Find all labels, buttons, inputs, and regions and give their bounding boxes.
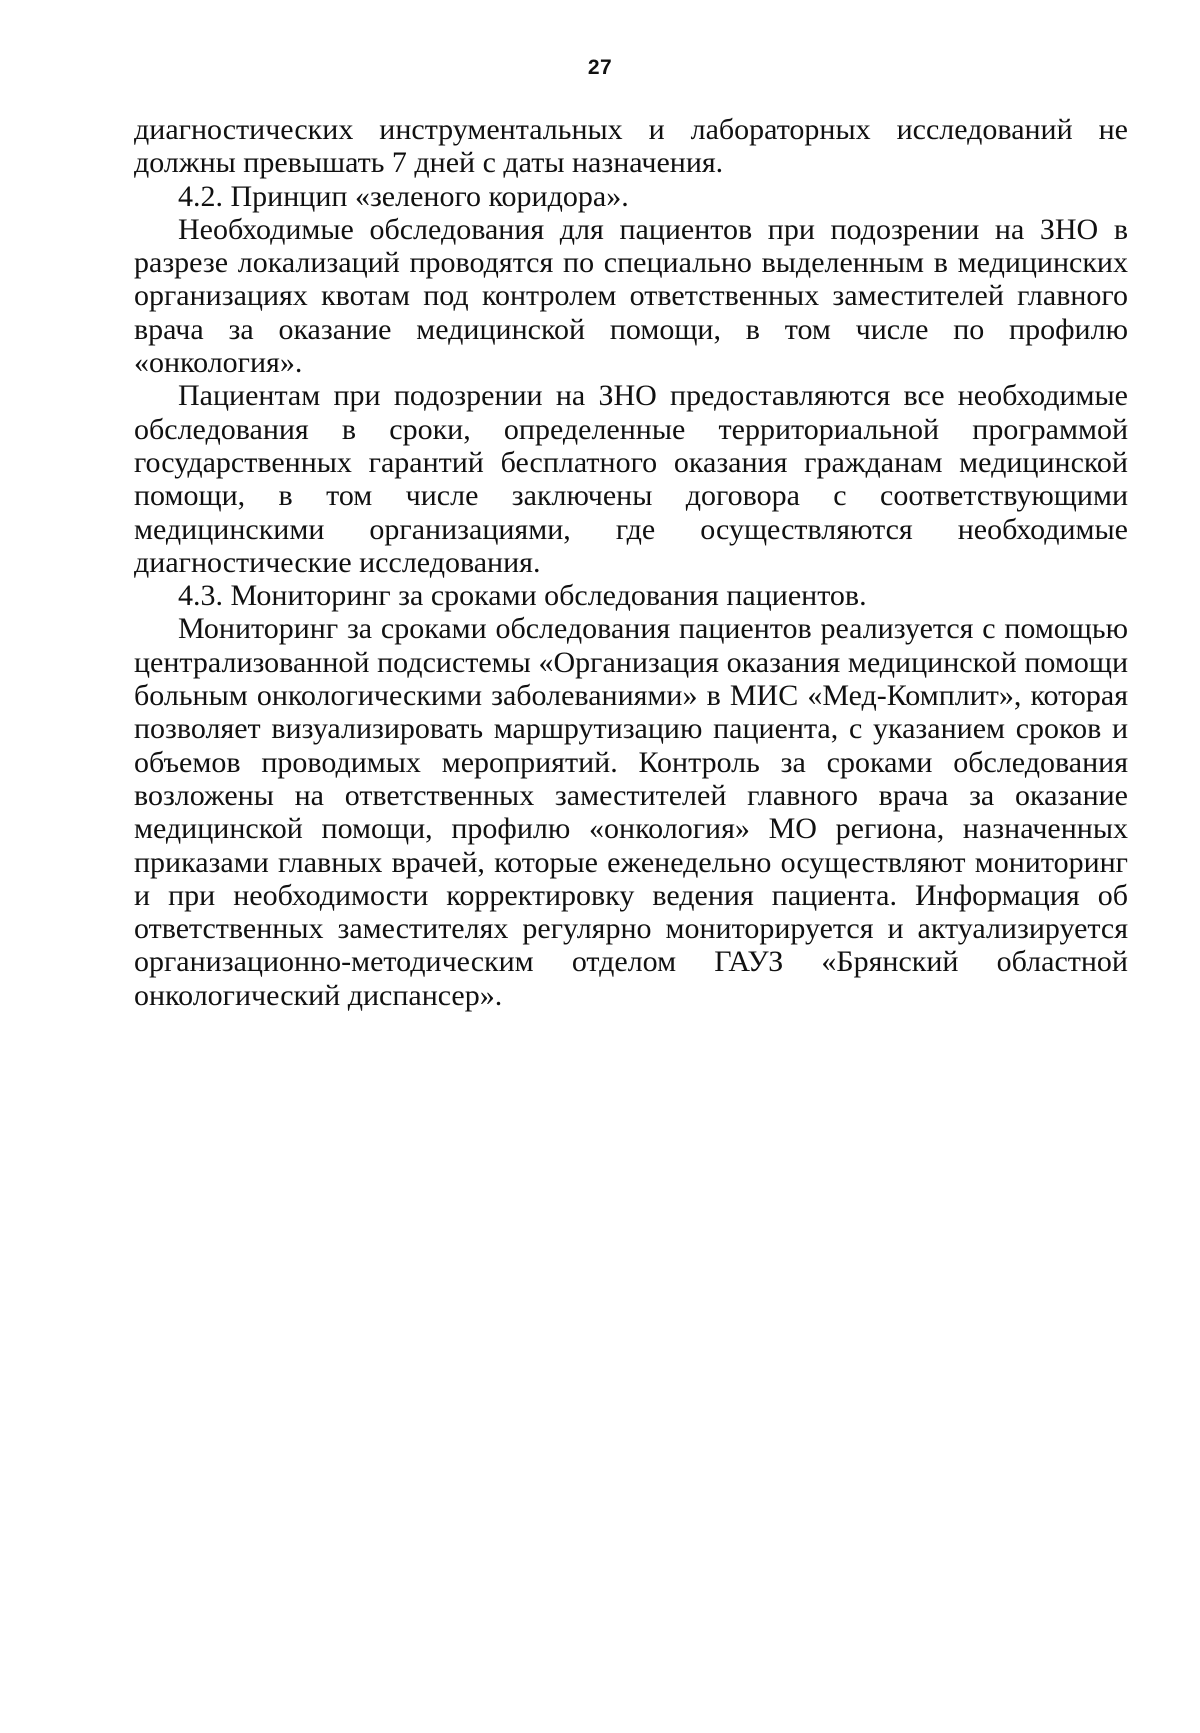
paragraph-monitoring: Мониторинг за сроками обследования пациентов реализуется с помощью централизованной подсистемы «Организация оказания медицинской помощи больным онкологическими заболеваниями» в МИС «Мед-Комплит», которая позволяет визуализировать маршрутизацию пациента, с указанием сроков и объемов проводимых мероприятий. Контроль за сроками обследования возложены на ответственных заместителей главного врача за оказание медицинской помощи, профилю «онкология» МО региона, назначенных приказами главных врачей, которые еженедельно осуществляют мониторинг и при необходимости корректировку ведения пациента. Информация об ответственных заместителях регулярно мониторируется и актуализируется организационно-методическим отделом ГАУЗ «Брянский областной онкологический диспансер». [134,612,1128,1012]
paragraph-continuation: диагностических инструментальных и лабораторных исследований не должны превышать 7 дней с даты назначения. [134,113,1128,180]
section-heading-4-3: 4.3. Мониторинг за сроками обследования пациентов. [178,579,867,613]
page-number: 27 [587,56,613,79]
section-heading-4-2: 4.2. Принцип «зеленого коридора». [178,179,629,213]
document-body [134,113,1128,1012]
paragraph-examinations: Пациентам при подозрении на ЗНО предоставляются все необходимые обследования в сроки, определенные территориальной программой государственных гарантий бесплатного оказания гражданам медицинской помощи, в том числе заключены договора с соответствующими медицинскими организациями, где осуществляются необходимые диагностические исследования. [134,379,1128,579]
paragraph-green-corridor: Необходимые обследования для пациентов при подозрении на ЗНО в разрезе локализаций проводятся по специально выделенным в медицинских организациях квотам под контролем ответственных заместителей главного врача за оказание медицинской помощи, в том числе по профилю «онкология». [134,212,1128,380]
